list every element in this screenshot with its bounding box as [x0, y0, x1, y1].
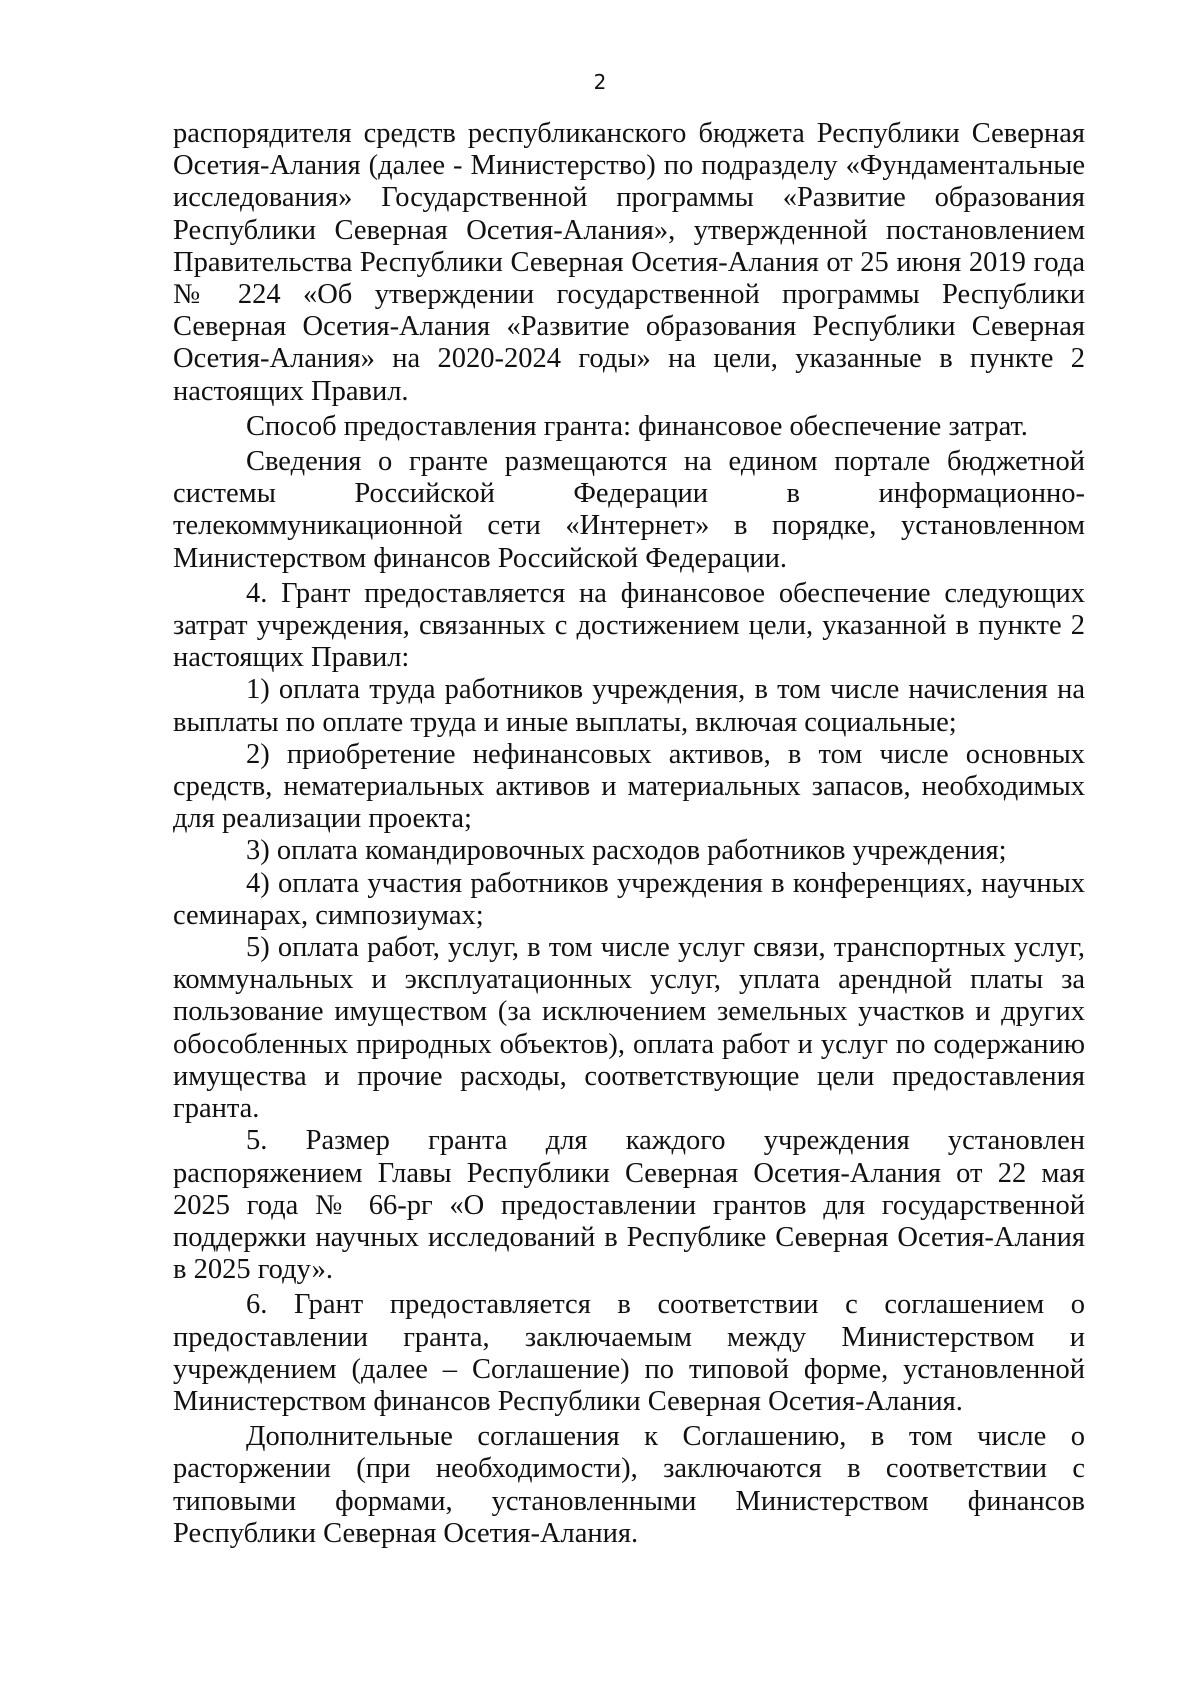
paragraph-grant-method: Способ предоставления гранта: финансовое обеспечение затрат. [246, 410, 1028, 442]
list-item-4: 4) оплата участия работников учреждения в конференциях, научных семинарах, симпозиумах; [173, 867, 1085, 931]
paragraph-continuation: распорядителя средств республиканского бюджета Республики Северная Осетия-Алания (далее - Министерство) по подразделу «Фундаментальные исследования» Государственной программы «Развитие образования Республики Северная Осетия-Алания», утвержденной постановлением Правительства Республики Северная Осетия-Алания от 25 июня 2019 года № 224 «Об утверждении государственной программы Республики Северная Осетия-Алания «Развитие образования Республики Северная Осетия-Алания» на 2020-2024 годы» на цели, указанные в пункте 2 настоящих Правил. [173, 118, 1085, 407]
list-item-2: 2) приобретение нефинансовых активов, в том числе основных средств, нематериальных активов и материальных запасов, необходимых для реализации проекта; [173, 738, 1085, 835]
paragraph-additional-agreements: Дополнительные соглашения к Соглашению, в том числе о расторжении (при необходимости), заключаются в соответствии с типовыми формами, установленными Министерством финансов Республики Северная Осетия-Алания. [173, 1421, 1085, 1549]
document-body [173, 118, 1085, 1550]
list-item-3: 3) оплата командировочных расходов работников учреждения; [246, 835, 1007, 867]
paragraph-clause-4: 4. Грант предоставляется на финансовое обеспечение следующих затрат учреждения, связанных с достижением цели, указанной в пункте 2 настоящих Правил: [173, 577, 1085, 674]
page-number: 2 [593, 70, 607, 94]
paragraph-clause-5: 5. Размер гранта для каждого учреждения установлен распоряжением Главы Республики Северная Осетия-Алания от 22 мая 2025 года № 66-рг «О предоставлении грантов для государственной поддержки научных исследований в Республике Северная Осетия-Алания в 2025 году». [173, 1125, 1085, 1286]
paragraph-clause-6: 6. Грант предоставляется в соответствии с соглашением о предоставлении гранта, заключаемым между Министерством и учреждением (далее – Соглашение) по типовой форме, установленной Министерством финансов Республики Северная Осетия-Алания. [173, 1289, 1085, 1417]
list-item-5: 5) оплата работ, услуг, в том числе услуг связи, транспортных услуг, коммунальных и эксплуатационных услуг, уплата арендной платы за пользование имуществом (за исключением земельных участков и других обособленных природных объектов), оплата работ и услуг по содержанию имущества и прочие расходы, соответствующие цели предоставления гранта. [173, 932, 1085, 1125]
paragraph-grant-info: Сведения о гранте размещаются на едином портале бюджетной системы Российской Федерации в информационно-телекоммуникационной сети «Интернет» в порядке, установленном Министерством финансов Российской Федерации. [173, 446, 1085, 574]
list-item-1: 1) оплата труда работников учреждения, в том числе начисления на выплаты по оплате труда и иные выплаты, включая социальные; [173, 674, 1085, 738]
